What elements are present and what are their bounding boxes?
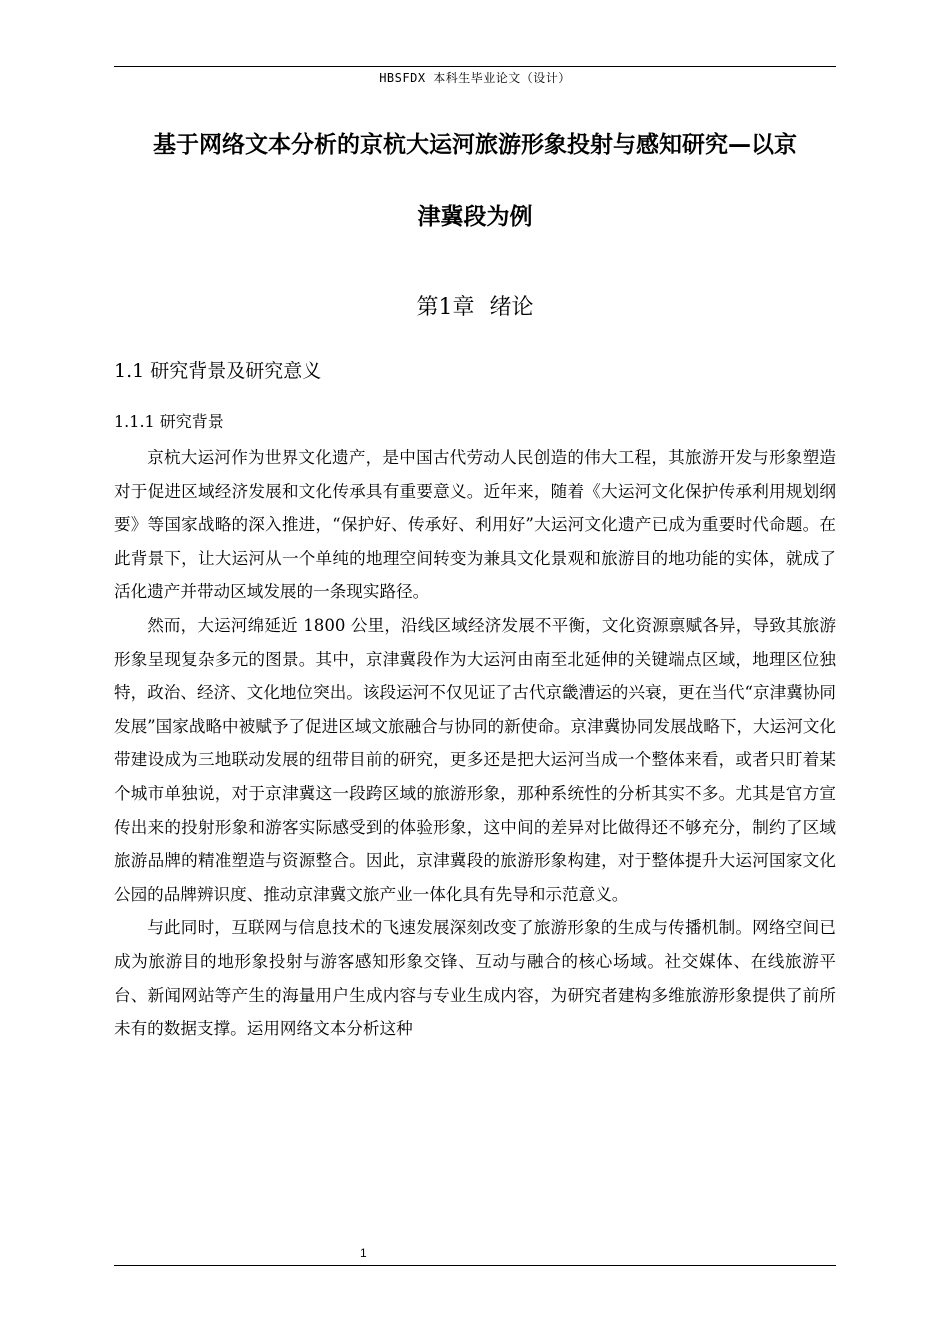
running-header: HBSFDX 本科生毕业论文（设计） [379,71,571,85]
thesis-title-line-1: 基于网络文本分析的京杭大运河旅游形象投射与感知研究—以京 [153,132,797,158]
footer-rule [114,1265,836,1266]
chapter-name: 绪论 [489,295,534,320]
paragraph: 然而，大运河绵延近 1800 公里，沿线区域经济发展不平衡，文化资源禀赋各异，导致其旅游形象呈现复杂多元的图景。其中，京津冀段作为大运河由南至北延伸的关键端点区域，地理区位独特，政治、经济、文化地位突出。该段运河不仅见证了古代京畿漕运的兴衰，更在当代“京津冀协同发展”国家战略中被赋予了促进区域文旅融合与协同的新使命。京津冀协同发展战略下，大运河文化带建设成为三地联动发展的纽带目前的研究，更多还是把大运河当成一个整体来看，或者只盯着某个城市单独说，对于京津冀这一段跨区域的旅游形象，那种系统性的分析其实不多。尤其是官方宣传出来的投射形象和游客实际感受到的体验形象，这中间的差异对比做得还不够充分，制约了区域旅游品牌的精准塑造与资源整合。因此，京津冀段的旅游形象构建，对于整体提升大运河国家文化公园的品牌辨识度、推动京津冀文旅产业一体化具有先导和示范意义。 [114,615,837,904]
thesis-title-line-2: 津冀段为例 [417,204,533,230]
paragraph: 与此同时，互联网与信息技术的飞速发展深刻改变了旅游形象的生成与传播机制。网络空间已成为旅游目的地形象投射与游客感知形象交锋、互动与融合的核心场域。社交媒体、在线旅游平台、新闻网站等产生的海量用户生成内容与专业生成内容，为研究者建构多维旅游形象提供了前所未有的数据支撑。运用网络文本分析这种 [114,918,836,1039]
subsection-heading: 1.1.1 研究背景 [114,412,224,431]
chapter-heading [114,290,836,321]
section-heading: 1.1 研究背景及研究意义 [114,360,322,382]
header-rule [114,66,836,67]
paragraph: 京杭大运河作为世界文化遗产，是中国古代劳动人民创造的伟大工程，其旅游开发与形象塑造对于促进区域经济发展和文化传承具有重要意义。近年来，随着《大运河文化保护传承利用规划纲要》等国家战略的深入推进，“保护好、传承好、利用好”大运河文化遗产已成为重要时代命题。在此背景下，让大运河从一个单纯的地理空间转变为兼具文化景观和旅游目的地功能的实体，就成了活化遗产并带动区域发展的一条现实路径。 [114,448,836,602]
body-text [114,441,836,1046]
chapter-number: 第1章 [416,295,475,320]
page-number: 1 [360,1246,367,1260]
